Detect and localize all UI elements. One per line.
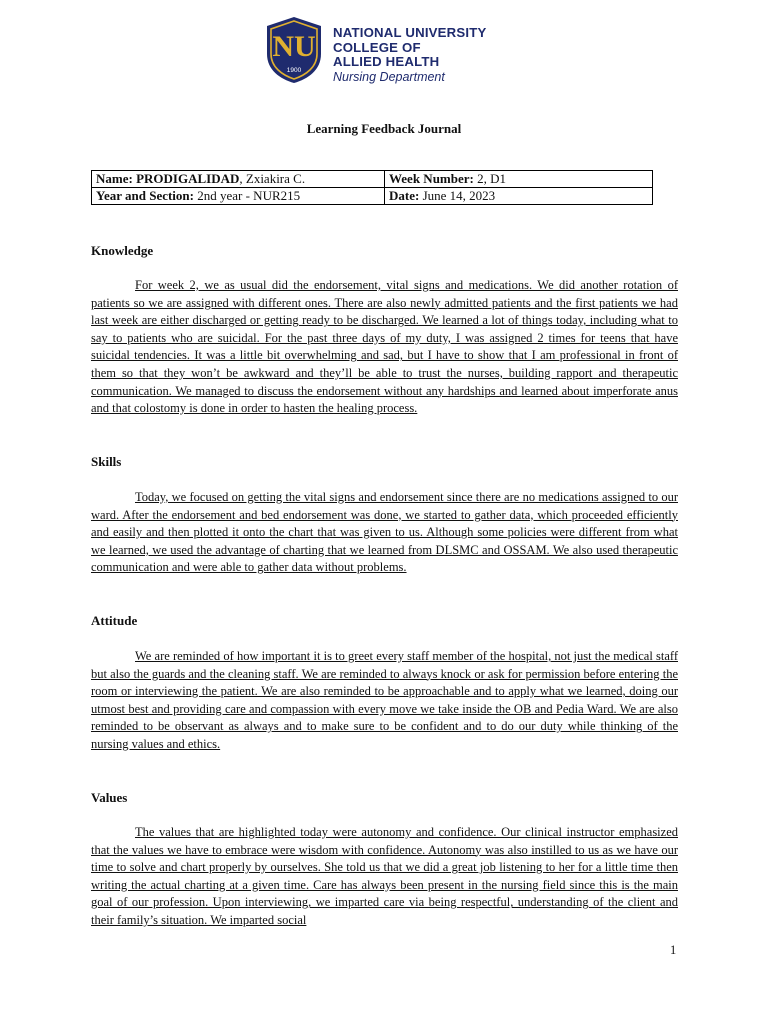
document-title: Learning Feedback Journal xyxy=(306,121,462,136)
values-heading: Values xyxy=(91,790,128,805)
knowledge-paragraph: For week 2, we as usual did the endorsement, vital signs and medications. We did another rotation of patients so we are assigned with different ones. There are also newly admitted patients and the first patients we had last week are either discharged or getting ready to be discharged. We learned a lot of things today, including what to say to patients who are suicidal. For the past three days of my duty, I was assigned 2 times for teens that have suicidal tendencies. It was a little bit overwhelming and sad, but I have to show that I am professional in front of them so that they won’t be awkward and they’ll be able to trust the nurses, building rapport and therapeutic communication. We managed to discuss the endorsement without any hardships and learned about imperforate anus and that colostomy is done in order to hasten the healing process. xyxy=(91,278,678,416)
institution-line-3: ALLIED HEALTH xyxy=(333,54,440,69)
page-number: 1 xyxy=(670,943,677,957)
date-label: Date: xyxy=(389,188,420,203)
year-label: Year and Section: xyxy=(96,188,194,203)
values-paragraph: The values that are highlighted today were autonomy and confidence. Our clinical instructor emphasized that the values we have to embrace were wisdom with confidence. Autonomy was also instilled to us as we have our time to solve and chart properly by ourselves. She told us that we did a great job listening to her for a little time then writing the actual charting at a given time. Care has always been present in the nursing field since this is the main goal of our profession. Upon interviewing, we imparted care via being respectful, understanding of the client and their family’s situation. We imparted social xyxy=(91,825,678,927)
name-cell xyxy=(92,171,385,188)
letterhead xyxy=(266,16,526,88)
knowledge-heading: Knowledge xyxy=(91,243,154,258)
department-name: Nursing Department xyxy=(333,69,445,84)
institution-line-1: NATIONAL UNIVERSITY xyxy=(333,25,487,40)
year-value: 2nd year - NUR215 xyxy=(197,188,301,203)
student-info-table xyxy=(91,170,653,205)
year-section-cell xyxy=(92,188,385,205)
week-cell xyxy=(385,171,653,188)
attitude-paragraph: We are reminded of how important it is to greet every staff member of the hospital, not just the medical staff but also the guards and the cleaning staff. We are reminded to always knock or ask for permission before entering the room or interviewing the patient. We are also reminded to be approachable and to apply what we learned, doing our utmost best and providing care and compassion with every move we take inside the OB and Pedia Ward. We are also reminded to be observant as always and to make sure to be confident and to do our duty while thinking of the nursing values and ethics. xyxy=(91,649,678,751)
institution-name xyxy=(333,26,487,84)
info-row xyxy=(92,188,653,205)
week-value: 2, D1 xyxy=(477,171,506,186)
skills-heading: Skills xyxy=(91,454,122,469)
skills-paragraph: Today, we focused on getting the vital signs and endorsement since there are no medications assigned to our ward. After the endorsement and bed endorsement was done, we started to gather data, which proceeded efficiently and easily and then plotted it onto the chart that was given to us. Although some policies were different from what we learned, we used the advantage of charting that we learned from DLSMC and OSSAM. We also used therapeutic communication and were able to gather data without problems. xyxy=(91,490,678,575)
institution-line-2: COLLEGE OF xyxy=(333,39,421,55)
university-seal-logo xyxy=(266,16,322,84)
logo-letters: NU xyxy=(272,30,316,63)
logo-year: 1900 xyxy=(286,67,302,74)
attitude-heading: Attitude xyxy=(91,613,138,628)
name-last: PRODIGALIDAD xyxy=(136,171,240,186)
date-value: June 14, 2023 xyxy=(422,188,496,203)
name-rest: , Zxiakira C. xyxy=(239,171,306,186)
date-cell xyxy=(385,188,653,205)
week-label: Week Number: xyxy=(389,171,474,186)
info-row xyxy=(92,171,653,188)
name-label: Name: xyxy=(96,171,133,186)
